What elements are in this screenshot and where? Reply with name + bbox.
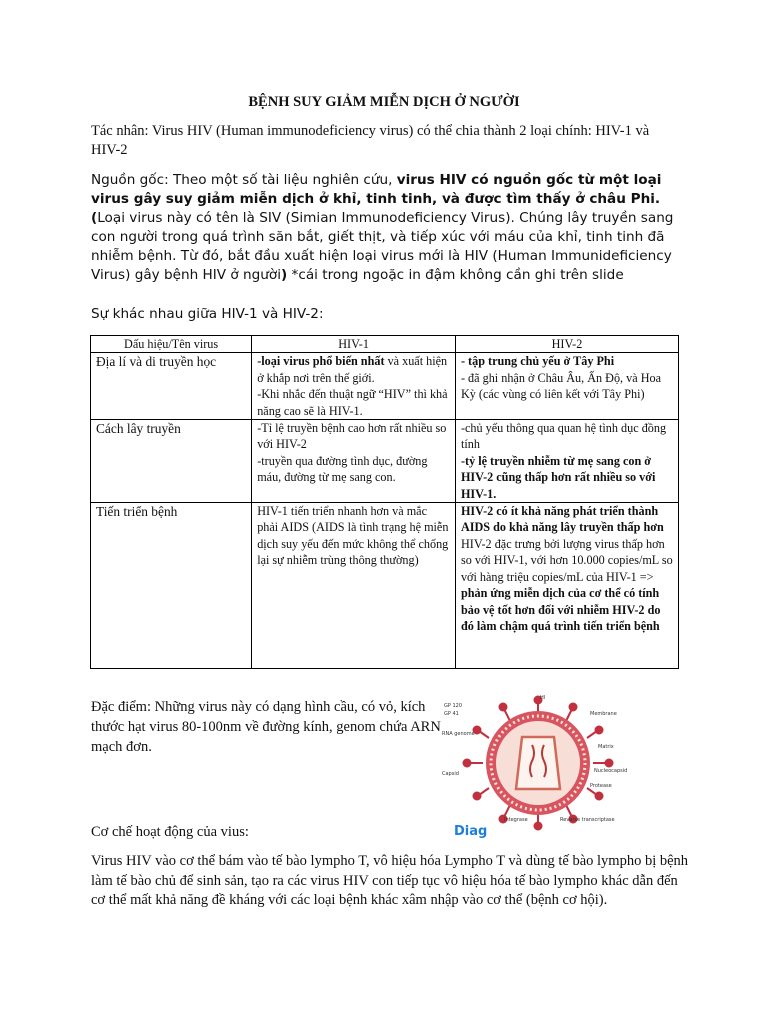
cell-bold: - tập trung chủ yếu ở Tây Phi — [460, 354, 615, 369]
header-hiv2: HIV-2 — [455, 336, 678, 353]
cell-text: - đã ghi nhận ở Châu Âu, Ấn Độ, và Hoa Kỳ (các vùng có liên kết với Tây Phi) — [460, 370, 662, 402]
header-hiv1: HIV-1 — [252, 336, 456, 353]
table-header-row — [91, 336, 679, 353]
cell-bold: HIV-2 có ít khả năng phát triển thành AIDS do khả năng lây truyền thấp hơn — [460, 504, 664, 535]
cell-bold: -tỷ lệ truyền nhiễm từ mẹ sang con ở HIV-2 cũng thấp hơn rất nhiều so với HIV-1. — [460, 453, 656, 501]
cell-text: -chủ yếu thông qua quan hệ tình dục đồng tính — [460, 421, 667, 452]
origin-paragraph — [91, 171, 691, 285]
origin-bold-end: ) — [281, 267, 288, 283]
difference-heading: Sự khác nhau giữa HIV-1 và HIV-2: — [91, 306, 324, 322]
label-nucleocapsid: Nucleocapsid — [594, 768, 628, 774]
label-membrane: Membrane — [590, 711, 617, 717]
agent-line-2: HIV-2 — [91, 142, 128, 158]
cell-text-extra: -Khi nhắc đến thuật ngữ “HIV” thì khả năng cao sẽ là HIV-1. — [257, 387, 448, 418]
row-label-geography: Địa lí và di truyền học — [91, 353, 252, 420]
cell-text: HIV-1 tiến triển nhanh hơn và mắc phải AIDS (AIDS là tình trạng hệ miễn dịch suy yếu đến mức không thể chống lại sự nhiễm trùng thông thường) — [257, 504, 449, 568]
cell-bold: -loại virus phổ biến nhất — [257, 354, 385, 369]
label-reverse-transcriptase: Reverse transcriptase — [560, 817, 615, 823]
cell-hiv2-progression — [455, 503, 678, 669]
label-protease: Protease — [590, 783, 612, 789]
page-title: BỆNH SUY GIẢM MIỄN DỊCH Ở NGƯỜI — [248, 94, 520, 110]
cell-text: HIV-2 đặc trưng bởi lượng virus thấp hơn so với HIV-1, với hơn 10.000 copies/mL so với hàng triệu copies/mL của HIV-1 => — [460, 536, 673, 584]
cell-bold: phản ứng miễn dịch của cơ thể có tính bảo vệ tốt hơn đối với nhiễm HIV-2 do đó làm chậm quá trình tiến triển bệnh — [460, 586, 661, 633]
hiv-structure-diagram — [442, 693, 642, 841]
cell-hiv1-transmission — [252, 420, 456, 503]
origin-body: Loại virus này có tên là SIV (Simian Immunodeficiency Virus). Chúng lây truyền sang con người trong quá trình săn bắt, giết thịt, và tiếp xúc với máu của khỉ, tinh tinh đã nhiễm bệnh. Từ đó, bắt đầu xuất hiện loại virus mới là HIV (Human Immunideficiency Virus) gây bệnh HIV ở người — [91, 210, 674, 283]
agent-paragraph — [91, 122, 691, 160]
cell-hiv2-transmission — [455, 420, 678, 503]
label-gp120: GP 120 — [444, 703, 463, 709]
origin-bold: virus HIV có nguồn gốc từ một loại virus gây suy giảm miễn dịch ở khỉ, tinh tinh, và được tìm thấy ở châu Phi. ( — [91, 172, 662, 226]
capsid-shape — [516, 737, 560, 789]
label-capsid: Capsid — [442, 771, 459, 777]
label-rna: RNA genome — [442, 731, 475, 737]
cell-text: -truyền qua đường tình dục, đường máu, đường từ mẹ sang con. — [257, 453, 428, 485]
cell-text-rest: và xuất hiện ở khắp nơi trên thế giới. — [257, 354, 448, 385]
comparison-table — [90, 335, 679, 669]
header-sign: Dấu hiệu/Tên virus — [91, 336, 252, 353]
row-label-transmission: Cách lây truyền — [91, 420, 252, 503]
label-hl: HI — [540, 695, 546, 701]
label-matrix: Matrix — [598, 744, 614, 750]
table-row — [91, 503, 679, 669]
mechanism-paragraph: Virus HIV vào cơ thể bám vào tế bào lympho T, vô hiệu hóa Lympho T và dùng tế bào lympho bị bệnh làm tế bào chủ để sinh sản, tạo ra các virus HIV con tiếp tục vô hiệu hóa tế bào lympho khác dẫn đến cơ thể mất khả năng đề kháng với các loại bệnh khác xâm nhập vào cơ thể (bệnh cơ hội). — [91, 853, 689, 909]
cell-text: -Tỉ lệ truyền bệnh cao hơn rất nhiều so với HIV-2 — [257, 421, 447, 452]
row-label-progression: Tiến triển bệnh — [91, 503, 252, 669]
cell-hiv2-geography — [455, 353, 678, 420]
virus-diagram-svg — [442, 693, 642, 841]
mechanism-heading: Cơ chế hoạt động của vius: — [91, 824, 249, 840]
table-row — [91, 353, 679, 420]
cell-text — [257, 354, 447, 384]
label-integrase: Integrase — [504, 817, 528, 823]
table-row — [91, 420, 679, 503]
agent-line-1: Tác nhân: Virus HIV (Human immunodeficiency virus) có thể chia thành 2 loại chính: HIV-1 và — [91, 123, 650, 139]
cell-hiv1-progression — [252, 503, 456, 669]
diag-logo: Diag — [454, 824, 488, 839]
features-paragraph: Đặc điểm: Những virus này có dạng hình cầu, có vỏ, kích thước hạt virus 80-100nm về đường kính, genom chứa ARN mạch đơn. — [91, 699, 441, 755]
cell-hiv1-geography — [252, 353, 456, 420]
origin-prefix: Nguồn gốc: Theo một số tài liệu nghiên cứu, — [91, 172, 397, 188]
label-gp41: GP 41 — [444, 711, 459, 717]
origin-note: *cái trong ngoặc in đậm không cần ghi trên slide — [287, 267, 624, 283]
